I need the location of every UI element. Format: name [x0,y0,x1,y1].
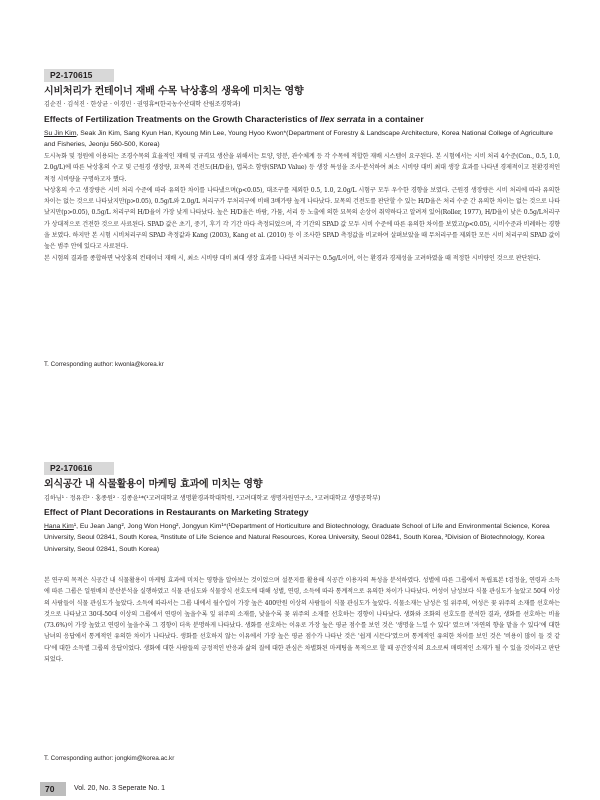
first-author: Hana Kim [44,523,74,530]
abstract-body [44,575,560,665]
title-en-prefix: Effects of Fertilization Treatments on the Growth Characteristics of [44,114,321,124]
abstract-paragraph: 도시녹화 및 정원에 이용되는 조경수목의 효율적인 재배 및 규격묘 생산을 위해서는 토양, 양분, 관수체계 등 각 수목에 적합한 재배 시스템이 요구된다. 본 시험에서는 시비 처리 4수준(Con., 0.5, 1.0, 2.0g/L)에 따른 낙상홍의 수고 및 근원경 생장량, 묘목의 건전도(H/D율), 엽록소 함량(SPAD Value) 등 생장 특성을 조사·분석하여 최소 시비량 대비 최대 생장 효과를 나타낸 경제적이고 친환경적인 적정 시비량을 구명하고자 했다. [44,153,560,183]
abstract-title-en: Effect of Plant Decorations in Restaurants on Marketing Strategy [44,507,309,517]
corresponding-author: T. Corresponding author: kwonla@korea.kr [44,361,164,368]
abstract-paragraph: 본 연구의 목적은 식공간 내 식물활용이 마케팅 효과에 미치는 영향을 알아보는 것이었으며 설문지를 활용해 식공간 이용자의 특성을 분석하였다. 성별에 따른 그룹에서 독립표본 t검정을, 연령과 소득에 따른 그룹은 일원배치 분산분석을 실행하였고 식물 관심도와 식물장식 선호도에 대해 성별, 연령, 소득에 따라 통계적으로 유의한 차이가 나타났다. 여성이 남성보다 식물 관심도가 높았고 50대 이상의 사람들이 식물 관심도가 높았다. 소득에 따라서는 그룹 내에서 월수입이 가장 높은 400만원 이상의 사람들이 식물 관심도가 높았다. 식물소재는 남성은 잎 위주의, 여성은 꽃 위주의 소재를 선호하는 것으로 나타났고 30대-50대 이상의 그룹에서 연령이 높을수록 잎 위주의 소재를, 낮을수록 꽃 위주의 소재를 선호하는 경향이 나타났다. 생화와 조화의 선호도를 분석한 결과, 생화를 선호하는 비율(73.6%)이 가장 높았고 연령이 높을수록 그 경향이 더욱 분명하게 나타났다. 생화를 선호하는 이유로 가장 높은 평균 점수를 보인 것은 '생명을 느낄 수 있다' 였으며 '자연의 향을 맡을 수 있다'에 대한 남녀의 응답에서 통계적인 유의한 차이가 나타났다. 생화를 선호하지 않는 이유에서 가장 높은 평균 점수가 나타난 것은 '쉽게 시든다'였으며 통계적인 유의한 차이를 보인 것은 '비용이 많이 들 것 같다'에 대한 소득별 그룹의 응답이었다. 생화에 대한 사람들의 긍정적인 반응과 삶의 질에 대한 관심은 차별화된 마케팅을 목적으로 할 때 공간장식의 요소로써 매력적인 소재가 될 수 있을 것이라고 판단되었다. [44,577,560,664]
abstract-title-ko: 외식공간 내 식물활용이 마케팅 효과에 미치는 영향 [44,479,263,490]
page-footer [40,782,560,796]
abstract-code: P2-170616 [44,462,114,475]
abstract-title-ko: 시비처리가 컨테이너 재배 수목 낙상홍의 생육에 미치는 영향 [44,86,304,97]
page-number: 70 [45,784,55,794]
abstract-code: P2-170615 [44,69,114,82]
title-en-species: Ilex serrata [320,114,366,124]
journal-info: Vol. 20, No. 3 Seperate No. 1 [74,785,166,792]
authors-affiliation: , Seak Jin Kim, Sang Kyun Han, Kyoung Min Lee, Young Hyoo Kwon*(Department of Forestry & Landscape Architecture, Korea National College of Agriculture and Fisheries, Jeonju 560-500, Korea) [44,130,553,149]
abstract-authors-en [44,521,560,555]
corresponding-author: T. Corresponding author: jongkim@korea.ac.kr [44,755,175,762]
title-en-suffix: in a container [365,114,424,124]
first-author: Su Jin Kim [44,130,77,137]
abstract-paragraph: 낙상홍의 수고 생장량은 시비 처리 수준에 따라 유의한 차이를 나타냈으며(p<0.05), 대조구를 제외한 0.5, 1.0, 2.0g/L 시험구 모두 우수한 경향을 보였다. 근원경 생장량은 시비 처리에 따라 유의한 차이는 없는 것으로 나타났지만(p>0.05), 0.5g/L와 2.0g/L 처리구가 무처리구에 비해 3배가량 높게 나타났다. 묘목의 건전도를 판단할 수 있는 H/D율은 처리 수준 간 유의한 차이는 없는 것으로 나타났지만(p>0.05), 0.5g/L 처리구의 H/D율이 가장 낮게 나타났다. 높은 H/D율은 바람, 가뭄, 서리 등 노출에 의한 묘목의 손상이 취약하다고 알려져 있어(Roller, 1977), H/D율이 낮은 0.5g/L처리구가 상대적으로 건전한 것으로 사료된다. SPAD 값은 초기, 중기, 후기 각 기간 마다 측정되었으며, 각 기간의 SPAD 값 모두 시비 수준에 따른 유의한 차이를 보였고(p<0.05), 시비수준과 비례하는 경향을 보였다. 하지만 본 시험 시비처리구의 SPAD 측정값과 Kang (2003), Kang et al. (2010) 등 이 조사한 SPAD 측정값을 비교하여 살펴보았을 때 무처리구를 제외한 모든 시비 처리구의 SPAD 값이 높은 범주 안에 있다고 사료된다. [44,186,560,251]
abstract-authors-en [44,128,560,151]
page-number-box [40,782,66,796]
authors-affiliation: ¹, Eu Jean Jang², Jong Won Hong², Jongyun Kim¹*(¹Department of Horticulture and Biotechnology, Graduate School of Life and Environmental Science, Korea University, Seoul 02841, South Korea, ²Institute of Life Science and Natural Resources, Korea University, Seoul 02841, South Korea, ³Division of Biotechnology, Korea University, Seoul 02841, South Korea) [44,523,550,553]
abstract-authors-ko: 김하님¹ · 정유진² · 홍종원² · 김종윤¹*(¹고려대학교 생명환경과학대학원, ²고려대학교 생명자원연구소, ³고려대학교 생명공학부) [44,495,381,502]
abstract-title-en [44,114,424,124]
abstract-body [44,151,560,264]
abstract-paragraph: 본 시험의 결과를 종합하면 낙상홍의 컨테이너 재배 시, 최소 시비량 대비 최대 생장 효과를 나타낸 처리구는 0.5g/L이며, 이는 환경과 경제성을 고려하였을 때 적정한 시비량인 것으로 판단된다. [44,254,541,262]
abstract-authors-ko: 김순진 · 김석진 · 한상균 · 이경민 · 권영휴*(한국농수산대학 산림조경학과) [44,101,241,108]
